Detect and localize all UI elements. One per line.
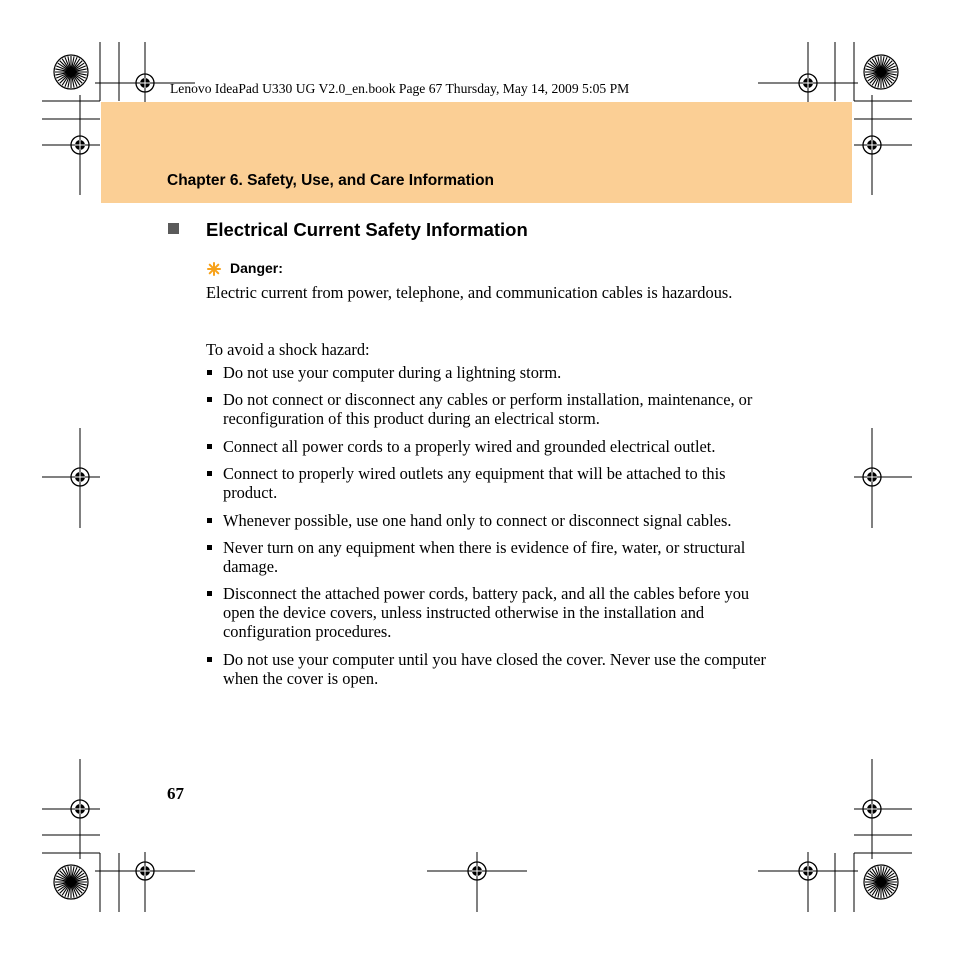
danger-label: Danger: bbox=[230, 260, 283, 276]
list-item bbox=[206, 584, 766, 641]
list-item bbox=[206, 464, 766, 502]
list-item-text: Never turn on any equipment when there is evidence of fire, water, or structural damage. bbox=[223, 537, 746, 576]
sun-star-icon bbox=[207, 262, 221, 276]
list-item-text: Whenever possible, use one hand only to connect or disconnect signal cables. bbox=[223, 510, 732, 530]
list-item bbox=[206, 538, 766, 576]
page-number: 67 bbox=[167, 784, 184, 803]
section-title: Electrical Current Safety Information bbox=[206, 219, 528, 240]
bullet-square-icon bbox=[207, 370, 212, 375]
bullet-square-icon bbox=[207, 397, 212, 402]
safety-instructions-list bbox=[206, 363, 766, 696]
list-item bbox=[206, 363, 766, 382]
shock-hazard-lead: To avoid a shock hazard: bbox=[206, 340, 370, 359]
list-item-text: Connect all power cords to a properly wired and grounded electrical outlet. bbox=[223, 436, 716, 456]
list-item-text: Do not use your computer until you have closed the cover. Never use the computer when the cover is open. bbox=[223, 649, 767, 688]
bullet-square-icon bbox=[207, 518, 212, 523]
bullet-square-icon bbox=[207, 591, 212, 596]
list-item bbox=[206, 390, 766, 428]
list-item bbox=[206, 511, 766, 530]
bullet-square-icon bbox=[207, 471, 212, 476]
hazard-intro-paragraph: Electric current from power, telephone, and communication cables is hazardous. bbox=[206, 283, 733, 302]
list-item bbox=[206, 650, 766, 688]
section-bullet-square bbox=[168, 223, 179, 234]
list-item-text: Do not connect or disconnect any cables or perform installation, maintenance, or reconfiguration of this product during an electrical storm. bbox=[223, 390, 753, 429]
list-item-text: Do not use your computer during a lightning storm. bbox=[223, 363, 562, 382]
list-item bbox=[206, 437, 766, 456]
list-item-text: Disconnect the attached power cords, battery pack, and all the cables before you open the device covers, unless instructed otherwise in the installation and configuration procedures. bbox=[223, 584, 750, 642]
chapter-title: Chapter 6. Safety, Use, and Care Information bbox=[167, 172, 495, 189]
list-item-text: Connect to properly wired outlets any equipment that will be attached to this product. bbox=[223, 464, 726, 503]
book-info-line: Lenovo IdeaPad U330 UG V2.0_en.book Page 67 Thursday, May 14, 2009 5:05 PM bbox=[170, 81, 630, 96]
bullet-square-icon bbox=[207, 545, 212, 550]
bullet-square-icon bbox=[207, 444, 212, 449]
bullet-square-icon bbox=[207, 657, 212, 662]
